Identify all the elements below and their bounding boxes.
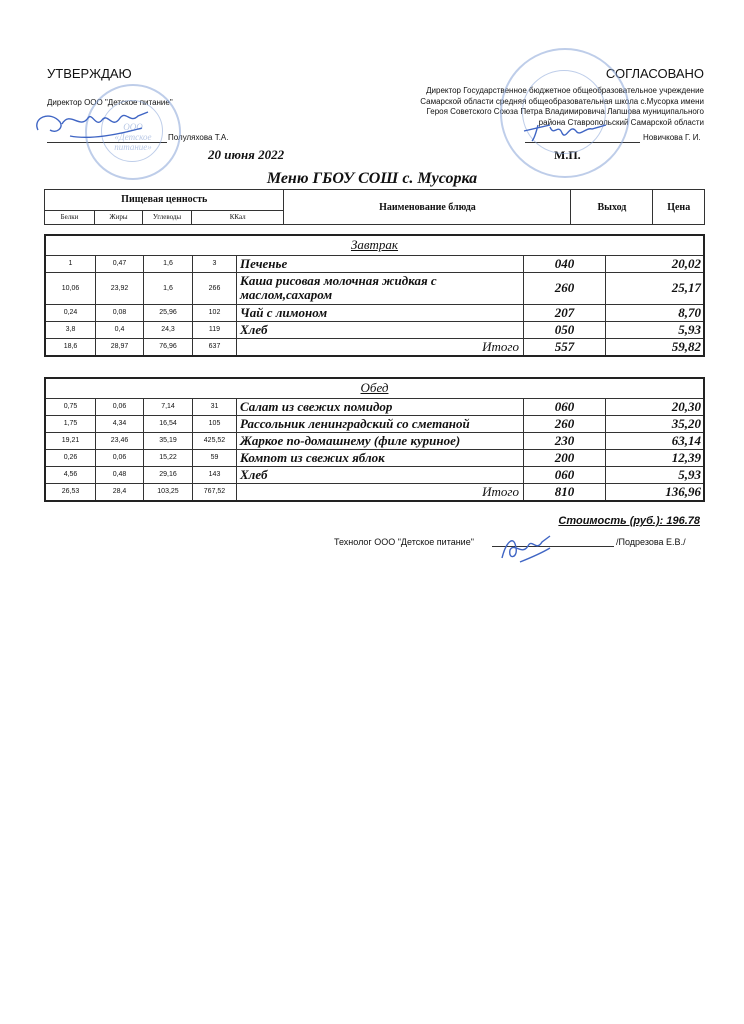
output-cell: 260: [524, 415, 606, 432]
fat-cell: 0,48: [96, 466, 144, 483]
kcal-cell: 119: [193, 321, 237, 338]
table-row: [45, 466, 704, 483]
nutrition-header: Пищевая ценность: [45, 190, 284, 211]
right-stamp: [500, 48, 630, 178]
fat-cell: 0,06: [96, 398, 144, 415]
breakfast-title: Завтрак: [45, 235, 704, 255]
output-cell: 060: [524, 398, 606, 415]
carbs-cell: 24,3: [144, 321, 193, 338]
price-cell: 20,30: [606, 398, 705, 415]
kcal-cell: 3: [193, 255, 237, 272]
fat-cell: 23,46: [96, 432, 144, 449]
kcal-cell: 105: [193, 415, 237, 432]
fat-header: Жиры: [95, 210, 143, 224]
agreed-title: СОГЛАСОВАНО: [605, 66, 704, 81]
left-stamp-text: ООО «Детское питание»: [114, 122, 152, 152]
protein-cell: 1: [45, 255, 96, 272]
price-cell: 25,17: [606, 272, 705, 304]
protein-cell: 1,75: [45, 415, 96, 432]
carbs-cell: 29,16: [144, 466, 193, 483]
kcal-header: ККал: [192, 210, 284, 224]
price-total: 136,96: [606, 483, 705, 501]
dish-name: Хлеб: [237, 466, 524, 483]
protein-cell: 0,75: [45, 398, 96, 415]
price-cell: 8,70: [606, 304, 705, 321]
kcal-cell: 31: [193, 398, 237, 415]
total-label: Итого: [237, 483, 524, 501]
table-row: [45, 432, 704, 449]
table-row: [45, 398, 704, 415]
total-row: [45, 483, 704, 501]
total-cost: Стоимость (руб.): 196.78: [558, 515, 700, 527]
left-name: Полуляхова Т.А.: [168, 133, 229, 142]
protein-total: 18,6: [45, 338, 96, 356]
fat-cell: 4,34: [96, 415, 144, 432]
output-total: 557: [524, 338, 606, 356]
fat-cell: 0,06: [96, 449, 144, 466]
fat-cell: 0,08: [96, 304, 144, 321]
right-name: Новичкова Г. И.: [643, 133, 701, 142]
right-position-line-4: района Ставропольский Самарской области: [538, 117, 704, 127]
price-cell: 5,93: [606, 466, 705, 483]
output-header: Выход: [571, 190, 653, 225]
price-cell: 35,20: [606, 415, 705, 432]
table-row: [45, 321, 704, 338]
price-cell: 12,39: [606, 449, 705, 466]
output-cell: 207: [524, 304, 606, 321]
lunch-table: [44, 377, 705, 502]
menu-title: Меню ГБОУ СОШ с. Мусорка: [266, 170, 478, 187]
lunch-title: Обед: [45, 378, 704, 398]
carbs-total: 76,96: [144, 338, 193, 356]
carbs-cell: 15,22: [144, 449, 193, 466]
menu-date: 20 июня 2022: [208, 147, 285, 162]
technologist-label: Технолог ООО "Детское питание": [334, 537, 474, 547]
technologist-signature: [490, 528, 560, 568]
carbs-total: 103,25: [144, 483, 193, 501]
protein-cell: 0,26: [45, 449, 96, 466]
carbs-cell: 1,6: [144, 272, 193, 304]
approve-title: УТВЕРЖДАЮ: [47, 66, 132, 81]
dish-name: Чай с лимоном: [237, 304, 524, 321]
table-row: [45, 415, 704, 432]
dish-name: Рассольник ленинградский со сметаной: [237, 415, 524, 432]
carbs-cell: 25,96: [144, 304, 193, 321]
dish-header: Наименование блюда: [284, 190, 571, 225]
fat-cell: 23,92: [96, 272, 144, 304]
carbs-cell: 7,14: [144, 398, 193, 415]
dish-name: Салат из свежих помидор: [237, 398, 524, 415]
breakfast-table: [44, 234, 705, 357]
kcal-cell: 266: [193, 272, 237, 304]
dish-name: Компот из свежих яблок: [237, 449, 524, 466]
carbs-cell: 1,6: [144, 255, 193, 272]
carbs-header: Углеводы: [143, 210, 192, 224]
column-header-table: [44, 189, 705, 225]
dish-name: Печенье: [237, 255, 524, 272]
protein-cell: 4,56: [45, 466, 96, 483]
price-header: Цена: [653, 190, 705, 225]
protein-total: 26,53: [45, 483, 96, 501]
protein-cell: 3,8: [45, 321, 96, 338]
fat-cell: 0,47: [96, 255, 144, 272]
output-cell: 060: [524, 466, 606, 483]
right-position-line-2: Самарской области средняя общеобразовательная школа с.Мусорка имени: [420, 96, 704, 106]
table-row: [45, 255, 704, 272]
right-position-line-3: Героя Советского Союза Петра Владимировича Лапшова муниципального: [426, 107, 704, 116]
protein-cell: 0,24: [45, 304, 96, 321]
fat-total: 28,4: [96, 483, 144, 501]
kcal-cell: 143: [193, 466, 237, 483]
protein-header: Белки: [45, 210, 95, 224]
left-position: Директор ООО "Детское питание": [47, 98, 173, 107]
dish-name: Жаркое по-домашнему (филе куриное): [237, 432, 524, 449]
right-signature: [520, 115, 610, 145]
price-total: 59,82: [606, 338, 705, 356]
kcal-cell: 425,52: [193, 432, 237, 449]
fat-total: 28,97: [96, 338, 144, 356]
output-cell: 230: [524, 432, 606, 449]
kcal-total: 637: [193, 338, 237, 356]
left-signature: [30, 100, 160, 150]
protein-cell: 19,21: [45, 432, 96, 449]
output-cell: 050: [524, 321, 606, 338]
output-total: 810: [524, 483, 606, 501]
price-cell: 63,14: [606, 432, 705, 449]
output-cell: 260: [524, 272, 606, 304]
kcal-cell: 102: [193, 304, 237, 321]
table-row: [45, 304, 704, 321]
technologist-name: /Подрезова Е.В./: [616, 537, 686, 547]
kcal-total: 767,52: [193, 483, 237, 501]
total-label: Итого: [237, 338, 524, 356]
right-position-line-1: Директор Государственное бюджетное общеобразовательное учреждение: [426, 86, 704, 95]
protein-cell: 10,06: [45, 272, 96, 304]
kcal-cell: 59: [193, 449, 237, 466]
table-row: [45, 449, 704, 466]
fat-cell: 0,4: [96, 321, 144, 338]
total-row: [45, 338, 704, 356]
table-row: [45, 272, 704, 304]
mp-mark: М.П.: [554, 148, 581, 162]
dish-name: Каша рисовая молочная жидкая с маслом,сахаром: [237, 272, 524, 304]
price-cell: 20,02: [606, 255, 705, 272]
output-cell: 040: [524, 255, 606, 272]
carbs-cell: 35,19: [144, 432, 193, 449]
price-cell: 5,93: [606, 321, 705, 338]
carbs-cell: 16,54: [144, 415, 193, 432]
dish-name: Хлеб: [237, 321, 524, 338]
output-cell: 200: [524, 449, 606, 466]
